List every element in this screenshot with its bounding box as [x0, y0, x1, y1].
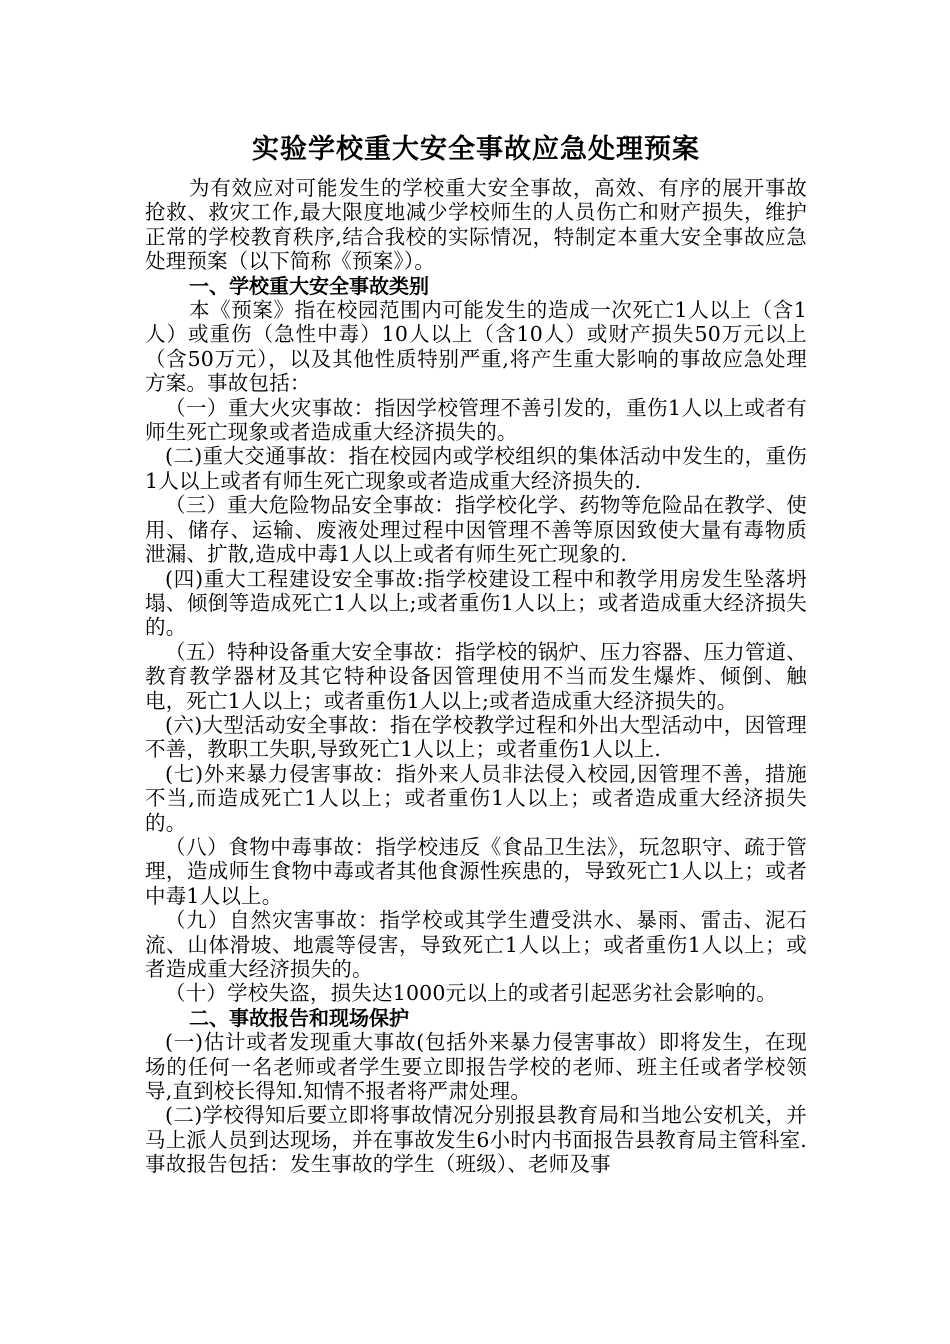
accident-type-item: （一）重大火灾事故：指因学校管理不善引发的，重伤1人以上或者有师生死亡现象或者造成重大经济损失的。	[145, 395, 807, 445]
section-heading-2: 二、事故报告和现场保护	[189, 1005, 409, 1030]
accident-type-item: （九）自然灾害事故：指学校或其学生遭受洪水、暴雨、雷击、泥石流、山体滑坡、地震等侵害，导致死亡1人以上；或者重伤1人以上；或者造成重大经济损失的。	[145, 908, 807, 981]
document-title: 实验学校重大安全事故应急处理预案	[252, 134, 700, 165]
report-item: (一)估计或者发现重大事故(包括外来暴力侵害事故）即将发生，在现场的任何一名老师或者学生要立即报告学校的老师、班主任或者学校领导,直到校长得知.知情不报者将严肃处理。	[145, 1030, 807, 1104]
accident-type-item: (六)大型活动安全事故：指在学校教学过程和外出大型活动中，因管理不善，教职工失职,导致死亡1人以上；或者重伤1人以上.	[145, 712, 807, 762]
section-heading-1: 一、学校重大安全事故类别	[189, 273, 429, 298]
accident-type-item: （五）特种设备重大安全事故：指学校的锅炉、压力容器、压力管道、教育教学器材及其它特种设备因管理使用不当而发生爆炸、倾倒、触电，死亡1人以上；或者重伤1人以上;或者造成重大经济损失的。	[145, 639, 807, 713]
accident-type-item: （十）学校失盗，损失达1000元以上的或者引起恶劣社会影响的。	[165, 981, 777, 1006]
report-item: (二)学校得知后要立即将事故情况分别报县教育局和当地公安机关，并马上派人员到达现场，并在事故发生6小时内书面报告县教育局主管科室.事故报告包括：发生事故的学生（班级）、老师及事	[145, 1103, 807, 1177]
accident-type-item: (二)重大交通事故：指在校园内或学校组织的集体活动中发生的，重伤1人以上或者有师生死亡现象或者造成重大经济损失的.	[145, 444, 807, 493]
intro-paragraph: 为有效应对可能发生的学校重大安全事故，高效、有序的展开事故抢救、救灾工作,最大限度地减少学校师生的人员伤亡和财产损失，维护正常的学校教育秩序,结合我校的实际情况，特制定本重大安全事故应急处理预案（以下简称《预案》）。	[145, 176, 807, 274]
section-1-lead: 本《预案》指在校园范围内可能发生的造成一次死亡1人以上（含1人）或重伤（急性中毒）10人以上（含10人）或财产损失50万元以上（含50万元），以及其他性质特别严重,将产生重大影响的事故应急处理方案。事故包括：	[145, 298, 807, 396]
accident-type-item: （八）食物中毒事故：指学校违反《食品卫生法》，玩忽职守、疏于管理，造成师生食物中毒或者其他食源性疾患的，导致死亡1人以上；或者中毒1人以上。	[145, 834, 807, 908]
accident-type-item: (七)外来暴力侵害事故：指外来人员非法侵入校园,因管理不善，措施不当,而造成死亡1人以上；或者重伤1人以上；或者造成重大经济损失的。	[145, 761, 807, 835]
accident-type-item: （三）重大危险物品安全事故：指学校化学、药物等危险品在教学、使用、储存、运输、废液处理过程中因管理不善等原因致使大量有毒物质泄漏、扩散,造成中毒1人以上或者有师生死亡现象的.	[145, 493, 807, 567]
document-page	[145, 128, 807, 1177]
accident-type-item: (四)重大工程建设安全事故:指学校建设工程中和教学用房发生坠落坍塌、倾倒等造成死亡1人以上;或者重伤1人以上；或者造成重大经济损失的。	[145, 566, 807, 640]
